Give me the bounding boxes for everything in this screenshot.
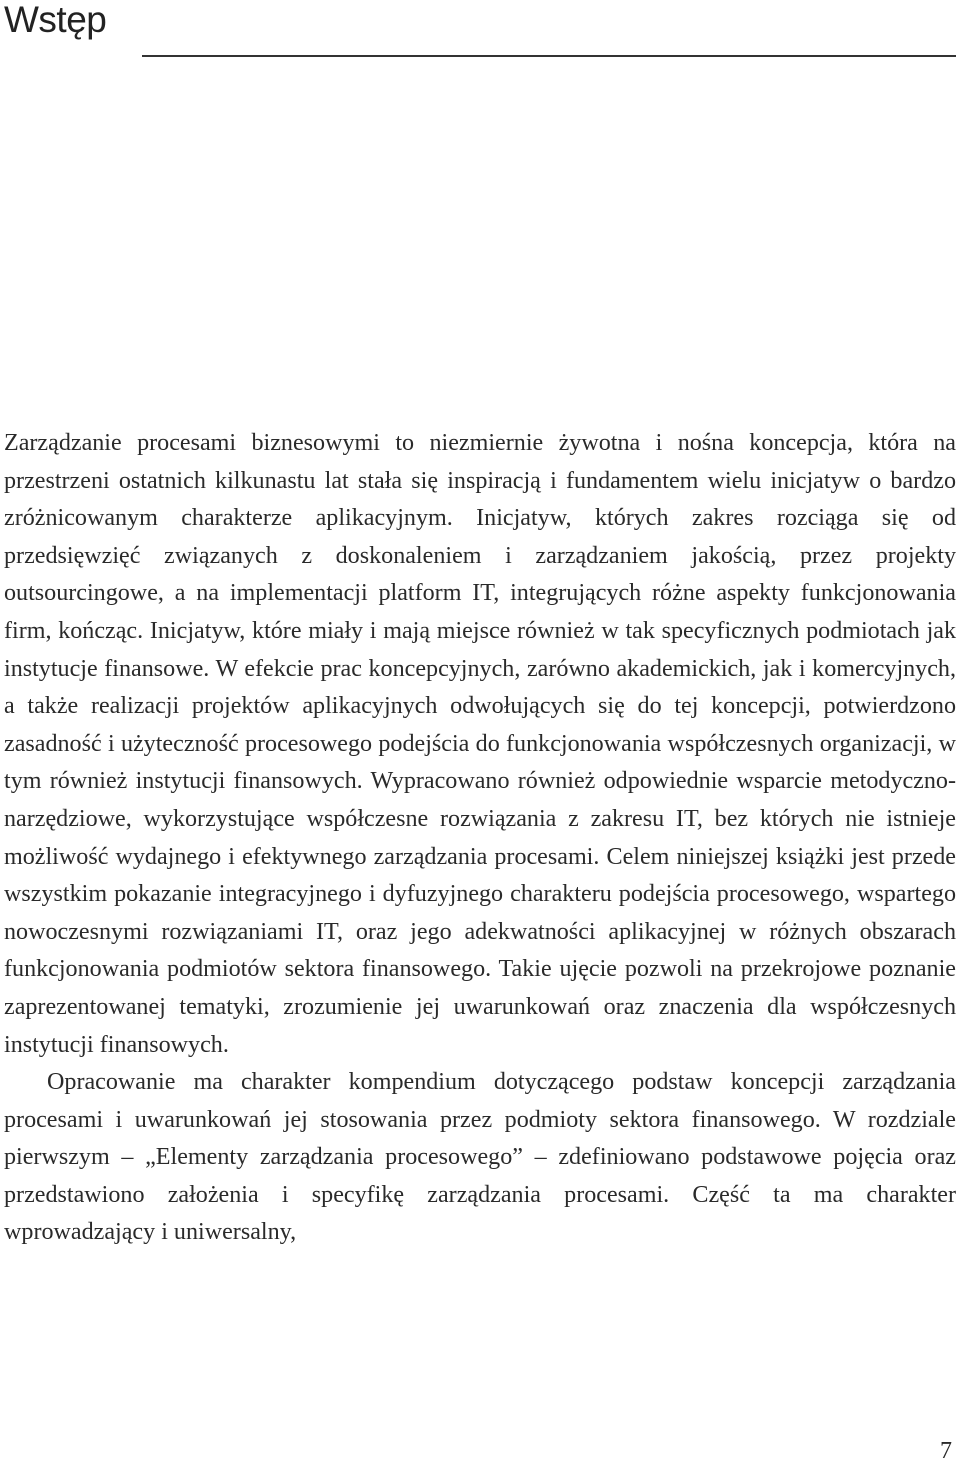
paragraph-overview: Opracowanie ma charakter kompendium dotyczącego podstaw koncepcji zarządzania procesami i uwarunkowań jej stosowania przez podmioty sektora finansowego. W rozdziale pierwszym – „Elementy zarządzania procesowego” – zdefiniowano podstawowe pojęcia oraz przedstawiono założenia i specyfikę zarządzania procesami. Część ta ma charakter wprowadzający i uniwersalny, [4, 1069, 956, 1246]
body-text [4, 425, 956, 1252]
paragraph-intro: Zarządzanie procesami biznesowymi to niezmiernie żywotna i nośna koncepcja, która na przestrzeni ostatnich kilkunastu lat stała się inspiracją i fundamentem wielu inicjatyw o bardzo zróżnicowanym charakterze aplikacyjnym. Inicjatyw, których zakres rozciąga się od przedsięwzięć związanych z doskonaleniem i zarządzaniem jakością, przez projekty outsourcingowe, a na implementacji platform IT, integrujących różne aspekty funkcjonowania firm, kończąc. Inicjatyw, które miały i mają miejsce również w tak specyficznych podmiotach jak instytucje finansowe. W efekcie prac koncepcyjnych, zarówno akademickich, jak i komercyjnych, a także realizacji projektów aplikacyjnych odwołujących się do tej koncepcji, potwierdzono zasadność i użyteczność procesowego podejścia do funkcjonowania współczesnych organizacji, w tym również instytucji finansowych. Wypracowano również odpowiednie wsparcie metodyczno-narzędziowe, wykorzystujące współczesne rozwiązania z zakresu IT, bez których nie istnieje możliwość wydajnego i efektywnego zarządzania procesami. Celem niniejszej książki jest przede wszystkim pokazanie integracyjnego i dyfuzyjnego charakteru podejścia procesowego, wspartego nowoczesnymi rozwiązaniami IT, oraz jego adekwatności aplikacyjnej w różnych obszarach funkcjonowania podmiotów sektora finansowego. Takie ujęcie pozwoli na przekrojowe poznanie zaprezentowanej tematyki, zrozumienie jej uwarunkowań oraz znaczenia dla współczesnych instytucji finansowych. [4, 430, 956, 1058]
page-number: 7 [940, 1438, 952, 1464]
title-rule [142, 55, 956, 57]
page-title: Wstęp [4, 0, 107, 40]
